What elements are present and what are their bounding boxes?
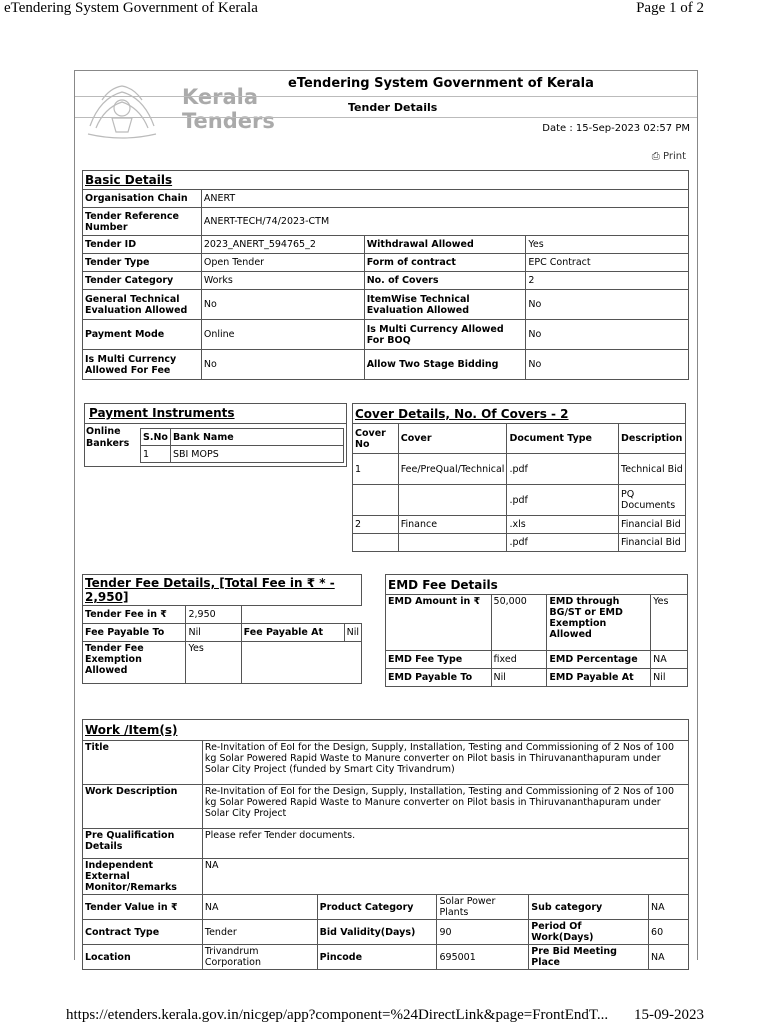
tender-fee-table (82, 574, 362, 684)
pincode-value: 695001 (437, 945, 529, 970)
bank-name: SBI MOPS (170, 446, 343, 463)
itemwise-label: ItemWise Technical Evaluation Allowed (364, 290, 526, 320)
pq-label: Pre Qualification Details (83, 829, 203, 859)
emd-type-value: fixed (491, 651, 547, 669)
work-desc-value: Re-Invitation of EoI for the Design, Supply, Installation, Testing and Commissioning of 2 Nos of 100 kg Solar Powered Rapid Waste to Manure converter on Pilot basis in Thiruvananthapuram under Solar City Project (202, 785, 688, 829)
mcboq-label: Is Multi Currency Allowed For BOQ (364, 320, 526, 350)
work-desc-label: Work Description (83, 785, 203, 829)
basic-details-table (82, 170, 689, 380)
prodcat-value: Solar Power Plants (437, 895, 529, 920)
print-footer-date: 15-09-2023 (634, 1007, 704, 1023)
ctype-value: Tender (202, 920, 317, 945)
org-value: ANERT (201, 190, 688, 208)
cover-cell (353, 485, 399, 516)
cover-cell: Financial Bid (619, 534, 686, 552)
divider (75, 96, 697, 97)
print-footer-url: https://etenders.kerala.gov.in/nicgep/app?component=%24DirectLink&page=FrontEndT... (66, 1007, 609, 1023)
emd-pct-label: EMD Percentage (547, 651, 651, 669)
work-items-title: Work /Item(s) (83, 720, 689, 741)
fee-payat-label: Fee Payable At (241, 624, 344, 642)
work-title-label: Title (83, 741, 203, 785)
contract-label: Form of contract (364, 254, 526, 272)
cover-cell: Technical Bid (619, 454, 686, 485)
itemwise-value: No (526, 290, 689, 320)
org-label: Organisation Chain (83, 190, 202, 208)
page-subtitle: Tender Details (348, 101, 438, 114)
validity-label: Bid Validity(Days) (317, 920, 437, 945)
basic-details-title: Basic Details (83, 171, 689, 190)
print-link[interactable] (652, 151, 686, 162)
id-value: 2023_ANERT_594765_2 (201, 236, 364, 254)
logo-text-kerala: Kerala (182, 85, 259, 109)
payment-instruments-title: Payment Instruments (89, 406, 235, 420)
emd-amount-label: EMD Amount in ₹ (386, 595, 492, 651)
print-label: Print (662, 151, 686, 162)
fee-amount-label: Tender Fee in ₹ (83, 606, 186, 624)
cover-cell: .pdf (507, 534, 619, 552)
category-label: Tender Category (83, 272, 202, 290)
prebid-value: NA (649, 945, 689, 970)
emd-bg-label: EMD through BG/ST or EMD Exemption Allowed (547, 595, 651, 651)
cover-cell: .xls (507, 516, 619, 534)
cover-cell (353, 534, 399, 552)
table-row (353, 534, 686, 552)
fee-payto-value: Nil (186, 624, 241, 642)
mcfee-value: No (201, 350, 364, 380)
tender-value-label: Tender Value in ₹ (83, 895, 203, 920)
mcfee-label: Is Multi Currency Allowed For Fee (83, 350, 202, 380)
emd-bg-value: Yes (651, 595, 688, 651)
cover-details-table (352, 403, 686, 552)
emd-type-label: EMD Fee Type (386, 651, 492, 669)
cover-details-title: Cover Details, No. Of Covers - 2 (353, 404, 686, 424)
bank-col-sno: S.No (141, 429, 171, 446)
cover-cell: .pdf (507, 454, 619, 485)
cover-cell: .pdf (507, 485, 619, 516)
fee-payat-value: Nil (344, 624, 361, 642)
mcboq-value: No (526, 320, 689, 350)
type-label: Tender Type (83, 254, 202, 272)
id-label: Tender ID (83, 236, 202, 254)
withdrawal-label: Withdrawal Allowed (364, 236, 526, 254)
twostage-value: No (526, 350, 689, 380)
cover-cell (398, 534, 507, 552)
emd-amount-value: 50,000 (491, 595, 547, 651)
covers-value: 2 (526, 272, 689, 290)
twostage-label: Allow Two Stage Bidding (364, 350, 526, 380)
payment-mode-label: Payment Mode (83, 320, 202, 350)
prebid-label: Pre Bid Meeting Place (529, 945, 649, 970)
logo-text-tenders: Tenders (182, 109, 275, 133)
table-row (353, 485, 686, 516)
cover-cell (398, 485, 507, 516)
site-title: eTendering System Government of Kerala (288, 76, 594, 91)
work-title-value: Re-Invitation of EoI for the Design, Supply, Installation, Testing and Commissioning of 2 Nos of 100 kg Solar Powered Rapid Waste to Manure converter on Pilot basis in Thiruvananthapuram under Solar City Project (funded by Smart City Trivandrum) (202, 741, 688, 785)
fee-payto-label: Fee Payable To (83, 624, 186, 642)
divider (75, 117, 697, 118)
table-row (353, 516, 686, 534)
cover-cell: PQ Documents (619, 485, 686, 516)
tender-fee-title: Tender Fee Details, [Total Fee in ₹ * - 2,950] (83, 575, 362, 606)
emd-payat-label: EMD Payable At (547, 669, 651, 687)
table-row (141, 446, 344, 463)
cover-cell: Finance (398, 516, 507, 534)
contract-value: EPC Contract (526, 254, 689, 272)
period-label: Period Of Work(Days) (529, 920, 649, 945)
location-label: Location (83, 945, 203, 970)
cover-cell: Fee/PreQual/Technical (398, 454, 507, 485)
bank-col-name: Bank Name (170, 429, 343, 446)
fee-exempt-label: Tender Fee Exemption Allowed (83, 642, 186, 684)
emd-pct-value: NA (651, 651, 688, 669)
fee-amount-value: 2,950 (186, 606, 241, 624)
pq-value: Please refer Tender documents. (202, 829, 688, 859)
withdrawal-value: Yes (526, 236, 689, 254)
gte-label: General Technical Evaluation Allowed (83, 290, 202, 320)
bankers-table (140, 428, 344, 463)
emd-fee-table (385, 574, 688, 687)
ctype-label: Contract Type (83, 920, 203, 945)
table-row (353, 454, 686, 485)
payment-mode-value: Online (201, 320, 364, 350)
tender-value-value: NA (202, 895, 317, 920)
cover-cell: Financial Bid (619, 516, 686, 534)
subcat-value: NA (649, 895, 689, 920)
covers-label: No. of Covers (364, 272, 526, 290)
print-header-page: Page 1 of 2 (636, 0, 704, 16)
online-bankers-label: Online Bankers (86, 426, 130, 449)
emd-payat-value: Nil (651, 669, 688, 687)
location-value: Trivandrum Corporation (202, 945, 317, 970)
work-items-table (82, 719, 689, 970)
validity-value: 90 (437, 920, 529, 945)
type-value: Open Tender (201, 254, 364, 272)
iem-value: NA (202, 859, 688, 895)
bank-sno: 1 (141, 446, 171, 463)
prodcat-label: Product Category (317, 895, 437, 920)
period-value: 60 (649, 920, 689, 945)
printer-icon: ⎙ (651, 151, 660, 162)
emd-payto-label: EMD Payable To (386, 669, 492, 687)
emd-payto-value: Nil (491, 669, 547, 687)
fee-exempt-value: Yes (186, 642, 241, 684)
cover-col-cover: Cover (398, 424, 507, 454)
divider (84, 423, 347, 424)
cover-cell: 1 (353, 454, 399, 485)
iem-label: Independent External Monitor/Remarks (83, 859, 203, 895)
cover-col-no: Cover No (353, 424, 399, 454)
category-value: Works (201, 272, 364, 290)
ref-label: Tender Reference Number (83, 208, 202, 236)
report-date: Date : 15-Sep-2023 02:57 PM (542, 123, 690, 134)
kerala-tenders-logo (82, 78, 275, 148)
pincode-label: Pincode (317, 945, 437, 970)
cover-col-desc: Description (619, 424, 686, 454)
subcat-label: Sub category (529, 895, 649, 920)
cover-col-doctype: Document Type (507, 424, 619, 454)
cover-cell: 2 (353, 516, 399, 534)
gte-value: No (201, 290, 364, 320)
print-header-title: eTendering System Government of Kerala (4, 0, 258, 16)
ref-value: ANERT-TECH/74/2023-CTM (201, 208, 688, 236)
emd-fee-title: EMD Fee Details (386, 575, 688, 595)
